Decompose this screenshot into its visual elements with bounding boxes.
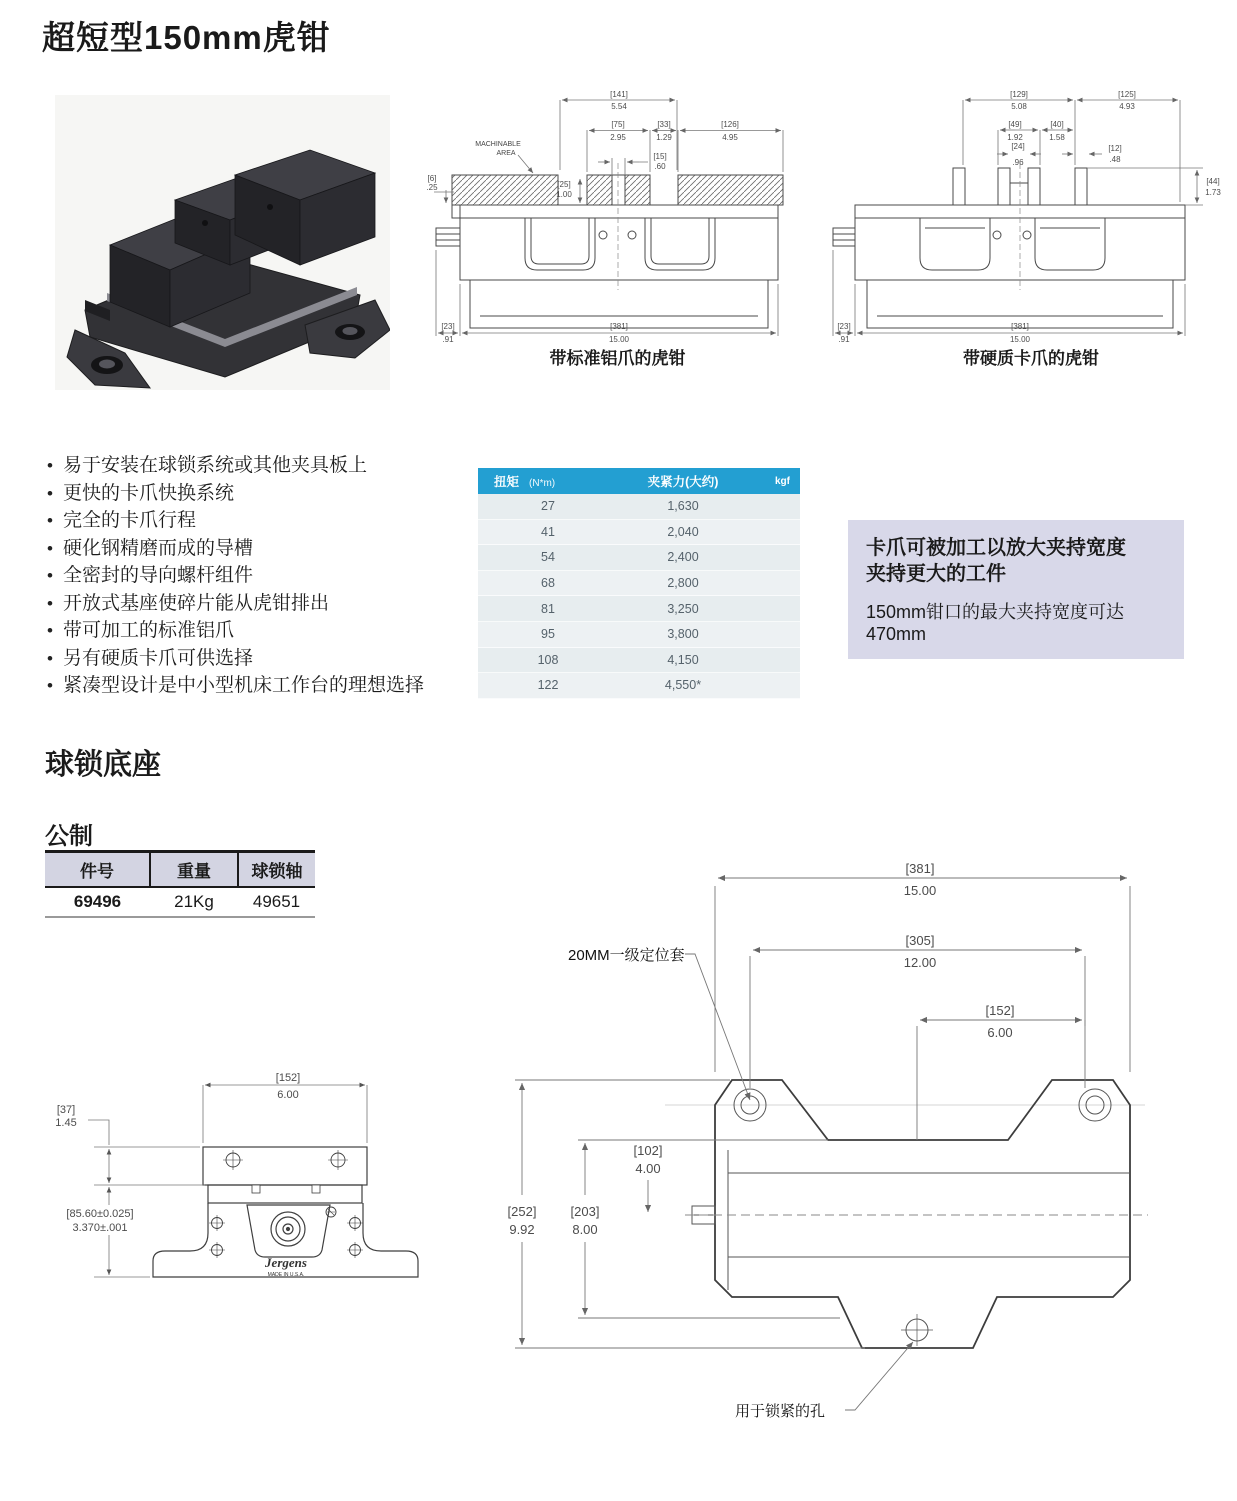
feature-item: • 开放式基座使碎片能从虎钳排出 <box>45 590 424 618</box>
dim-381t-mm: [381] <box>905 861 935 876</box>
highlight-title-line1: 卡爪可被加工以放大夹持宽度 <box>866 537 1126 559</box>
torque-row <box>478 596 800 622</box>
torque-value: 108 <box>537 652 559 667</box>
dim-75-mm: [75] <box>611 120 625 129</box>
jergens-logo: Jergens <box>265 1255 307 1270</box>
feature-item: • 带可加工的标准铝爪 <box>45 617 424 645</box>
feature-item: • 完全的卡爪行程 <box>45 507 424 535</box>
torque-header-cell <box>478 472 618 490</box>
torque-row <box>478 494 800 520</box>
drawing-base-top <box>480 850 1237 1455</box>
torque-row <box>478 673 800 699</box>
page-title-wrap <box>42 12 331 59</box>
made-in-usa-label: MADE IN U.S.A. <box>267 1272 305 1278</box>
machinable-area-label-2: AREA <box>496 150 516 157</box>
drawing-base-front-svg <box>30 1055 460 1320</box>
torque-value: 54 <box>541 550 555 565</box>
highlight-box <box>848 520 1184 659</box>
metric-part-number: 69496 <box>45 887 150 917</box>
dim-129-in: 5.08 <box>1011 102 1027 111</box>
dim-381-in: 15.00 <box>608 335 630 343</box>
torque-value: 27 <box>541 499 555 514</box>
lock-hole-callout-label: 用于锁紧的孔 <box>735 1403 826 1420</box>
torque-table-header <box>478 468 800 494</box>
drawing-base-front <box>30 1055 460 1325</box>
dimensions-base-front <box>88 1085 367 1277</box>
metric-header-weight: 重量 <box>150 852 238 888</box>
metric-header-shank: 球锁轴 <box>238 852 315 888</box>
torque-row <box>478 545 800 571</box>
dim-12-mm: [12] <box>1108 144 1122 153</box>
dim-252-in: 9.92 <box>509 1222 535 1237</box>
feature-item: • 全密封的导向螺杆组件 <box>45 562 424 590</box>
bushing-callout-label: 20MM一级定位套 <box>568 947 685 964</box>
feature-item: • 紧凑型设计是中小型机床工作台的理想选择 <box>45 672 424 700</box>
dim-381-mm: [381] <box>610 322 628 331</box>
base-top-outline <box>715 1080 1130 1348</box>
force-value: 2,400 <box>667 550 699 565</box>
torque-value: 122 <box>537 678 559 693</box>
dim-23h-mm: [23] <box>837 322 851 331</box>
dim-305-mm: [305] <box>905 933 935 948</box>
dim-49-in: 1.92 <box>1007 133 1023 142</box>
dim-25-in: 1.00 <box>556 190 572 199</box>
torque-col-label: 扭矩 <box>494 475 520 489</box>
dim-381h-mm: [381] <box>1011 322 1029 331</box>
caption-standard-jaws: 带标准铝爪的虎钳 <box>549 349 686 368</box>
force-value: 4,150 <box>667 652 699 667</box>
feature-list <box>45 452 424 700</box>
page-title: 超短型150mm虎钳 <box>42 19 331 56</box>
dim-15-mm: [15] <box>653 152 667 161</box>
dim-40-mm: [40] <box>1050 120 1064 129</box>
metric-subheading: 公制 <box>45 823 93 850</box>
dim-33-in: 1.29 <box>656 133 672 142</box>
dimension-labels-hard <box>837 90 1221 343</box>
dimension-labels-base-front <box>55 1072 307 1278</box>
dim-152t-in: 6.00 <box>987 1025 1013 1040</box>
dim-305-in: 12.00 <box>903 955 937 970</box>
metric-header-part: 件号 <box>45 852 150 888</box>
dim-85-mm: [85.60±0.025] <box>66 1208 134 1220</box>
dim-203-in: 8.00 <box>572 1222 598 1237</box>
dim-6-mm: [6] <box>427 174 437 183</box>
dim-44-in: 1.73 <box>1205 188 1221 197</box>
dim-381h-in: 15.00 <box>1009 335 1031 343</box>
highlight-title-line2: 夹持更大的工件 <box>866 563 1006 586</box>
torque-value: 41 <box>541 524 555 539</box>
dim-141-in: 5.54 <box>611 102 627 111</box>
product-photo <box>55 95 390 395</box>
dim-102-mm: [102] <box>633 1143 663 1158</box>
dim-381t-in: 15.00 <box>903 883 937 898</box>
dim-252-mm: [252] <box>507 1204 537 1219</box>
base-front-holes <box>209 1150 363 1258</box>
ball-lock-heading-wrap <box>45 742 161 783</box>
drawing-hard-svg <box>825 78 1237 343</box>
torque-value: 81 <box>541 601 555 616</box>
metric-shank: 49651 <box>238 887 315 917</box>
dim-25-mm: [25] <box>557 180 571 189</box>
metric-header-row <box>45 852 315 888</box>
dim-152t-mm: [152] <box>985 1003 1015 1018</box>
vise-side-outline-hard <box>833 163 1185 328</box>
force-col-label: 夹紧力(大约) <box>647 475 719 489</box>
metric-table <box>45 850 315 918</box>
metric-data-row <box>45 887 315 917</box>
force-value: 1,630 <box>667 499 699 514</box>
dim-141-mm: [141] <box>610 90 628 99</box>
dimension-labels-standard <box>426 90 738 343</box>
torque-col-unit: (N*m) <box>529 478 556 489</box>
dim-126-in: 4.95 <box>722 133 738 142</box>
dim-40-in: 1.58 <box>1049 133 1065 142</box>
vise-photo-illustration <box>55 95 390 390</box>
torque-row <box>478 571 800 597</box>
dim-203-mm: [203] <box>570 1204 600 1219</box>
force-value: 4,550* <box>664 678 702 693</box>
force-value: 3,800 <box>667 627 699 642</box>
torque-table <box>478 468 800 699</box>
highlight-body: 150mm钳口的最大夹持宽度可达470mm <box>866 601 1125 644</box>
feature-item: • 另有硬质卡爪可供选择 <box>45 645 424 673</box>
feature-item: • 易于安装在球锁系统或其他夹具板上 <box>45 452 424 480</box>
metric-subheading-wrap <box>45 816 93 851</box>
torque-row <box>478 520 800 546</box>
dim-23-mm: [23] <box>441 322 455 331</box>
torque-row <box>478 648 800 674</box>
dim-49-mm: [49] <box>1008 120 1022 129</box>
dim-125-mm: [125] <box>1118 90 1136 99</box>
dim-152f-in: 6.00 <box>277 1089 299 1101</box>
vise-side-outline <box>436 163 783 328</box>
force-value: 3,250 <box>667 601 699 616</box>
feature-item: • 更快的卡爪快换系统 <box>45 480 424 508</box>
dim-15-in: .60 <box>654 162 666 171</box>
drawing-base-top-svg <box>480 850 1237 1450</box>
force-col-unit: kgf <box>775 475 790 487</box>
base-top-internal <box>685 1089 1148 1346</box>
dim-126-mm: [126] <box>721 120 739 129</box>
dim-6-in: .25 <box>426 183 438 192</box>
dim-37-in: 1.45 <box>55 1117 77 1129</box>
drawing-standard-svg <box>420 78 815 343</box>
dim-37-mm: [37] <box>56 1104 76 1116</box>
drawing-standard-jaws <box>420 78 815 348</box>
dim-24-mm: [24] <box>1011 142 1025 151</box>
dim-33-mm: [33] <box>657 120 671 129</box>
dim-23h-in: .91 <box>838 335 850 343</box>
dim-44-mm: [44] <box>1206 177 1220 186</box>
machinable-area-label-1: MACHINABLE <box>475 141 521 148</box>
force-value: 2,800 <box>667 576 699 591</box>
dim-23-in: .91 <box>442 335 454 343</box>
drawing-hard-jaws <box>825 78 1237 348</box>
dim-12-in: .48 <box>1109 155 1121 164</box>
dim-125-in: 4.93 <box>1119 102 1135 111</box>
torque-value: 95 <box>541 627 555 642</box>
dim-152f-mm: [152] <box>275 1072 301 1084</box>
force-value: 2,040 <box>667 524 699 539</box>
dim-24-in: .96 <box>1012 158 1024 167</box>
dim-75-in: 2.95 <box>610 133 626 142</box>
caption-hard-jaws: 带硬质卡爪的虎钳 <box>963 349 1099 368</box>
dim-85-in: 3.370±.001 <box>72 1222 128 1234</box>
torque-value: 68 <box>541 576 555 591</box>
torque-row <box>478 622 800 648</box>
metric-weight: 21Kg <box>150 887 238 917</box>
dim-102-in: 4.00 <box>635 1161 661 1176</box>
dim-129-mm: [129] <box>1010 90 1028 99</box>
ball-lock-heading: 球锁底座 <box>45 749 162 781</box>
feature-item: • 硬化钢精磨而成的导槽 <box>45 535 424 563</box>
